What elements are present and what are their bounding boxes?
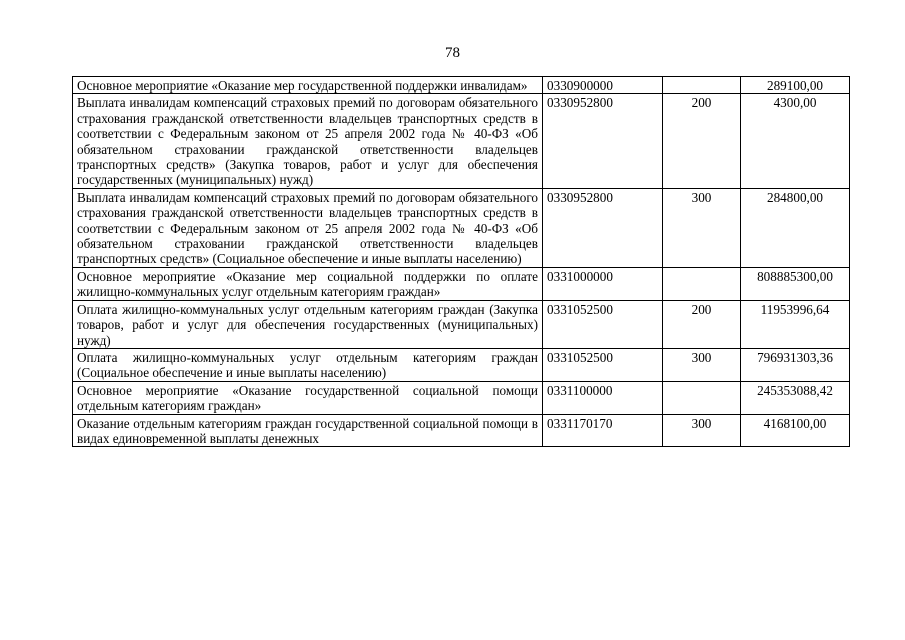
row-type-cell: 200 [663,300,741,348]
table-row [73,188,850,267]
row-code-cell: 0331000000 [543,267,663,300]
row-amount-cell: 284800,00 [741,188,850,267]
row-amount-cell: 289100,00 [741,77,850,94]
row-name-cell: Основное мероприятие «Оказание мер социальной поддержки по оплате жилищно-коммунальных услуг отдельным категориям граждан» [73,267,543,300]
table-row [73,77,850,94]
row-type-cell: 300 [663,188,741,267]
row-type-cell [663,381,741,414]
table-row [73,300,850,348]
row-code-cell: 0331052500 [543,348,663,381]
row-name-cell: Основное мероприятие «Оказание мер государственной поддержки инвалидам» [73,77,543,94]
row-name-cell: Выплата инвалидам компенсаций страховых премий по договорам обязательного страхования гражданской ответственности владельцев транспортных средств в соответствии с Федеральным законом от 25 апреля 2002 года № 40-ФЗ «Об обязательном страховании гражданской ответственности владельцев транспортных средств» (Социальное обеспечение и иные выплаты населению) [73,188,543,267]
row-code-cell: 0330952800 [543,188,663,267]
budget-table [72,76,850,447]
row-name-cell: Выплата инвалидам компенсаций страховых премий по договорам обязательного страхования гражданской ответственности владельцев транспортных средств в соответствии с Федеральным законом от 25 апреля 2002 года № 40-ФЗ «Об обязательном страховании гражданской ответственности владельцев транспортных средств» (Закупка товаров, работ и услуг для обеспечения государственных (муниципальных) нужд) [73,94,543,188]
row-code-cell: 0331052500 [543,300,663,348]
row-type-cell: 300 [663,348,741,381]
table-row [73,381,850,414]
row-amount-cell: 4168100,00 [741,414,850,446]
table-row [73,348,850,381]
row-code-cell: 0330952800 [543,94,663,188]
table-row [73,94,850,188]
row-name-cell [73,414,543,446]
table-row [73,414,850,446]
row-code-cell: 0331170170 [543,414,663,446]
row-code-cell: 0331100000 [543,381,663,414]
row-name-text: Оказание отдельным категориям граждан государственной социальной помощи в видах единовременной выплаты денежных [77,415,538,446]
row-amount-cell: 245353088,42 [741,381,850,414]
table-row [73,267,850,300]
row-name-cell: Оплата жилищно-коммунальных услуг отдельным категориям граждан (Социальное обеспечение и иные выплаты населению) [73,348,543,381]
row-amount-cell: 11953996,64 [741,300,850,348]
row-amount-cell: 796931303,36 [741,348,850,381]
row-name-cell: Оплата жилищно-коммунальных услуг отдельным категориям граждан (Закупка товаров, работ и услуг для обеспечения государственных (муниципальных) нужд) [73,300,543,348]
row-name-cell: Основное мероприятие «Оказание государственной социальной помощи отдельным категориям граждан» [73,381,543,414]
row-type-cell [663,77,741,94]
row-amount-cell: 808885300,00 [741,267,850,300]
row-type-cell: 300 [663,414,741,446]
row-amount-cell: 4300,00 [741,94,850,188]
row-type-cell: 200 [663,94,741,188]
page-number: 78 [445,45,460,61]
row-code-cell: 0330900000 [543,77,663,94]
row-type-cell [663,267,741,300]
